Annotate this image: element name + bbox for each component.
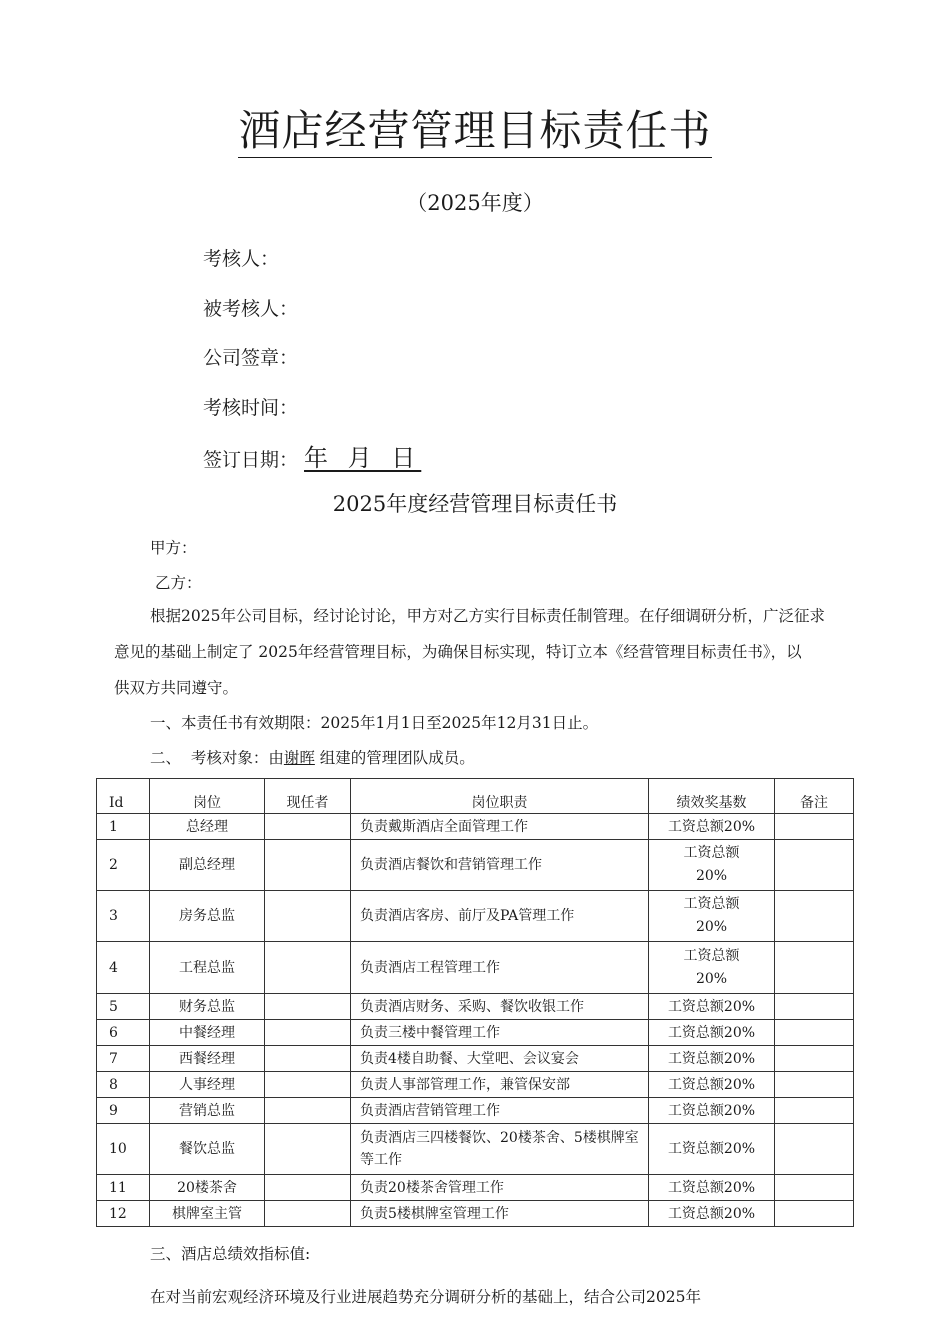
cell-duty: 负责20楼茶舍管理工作 xyxy=(351,1175,649,1201)
table-row xyxy=(97,1072,854,1098)
team-leader-name: 谢晖 xyxy=(283,749,315,767)
cell-note xyxy=(775,1020,854,1046)
field-company-seal: 公司签章： xyxy=(203,347,299,369)
table-row xyxy=(97,1020,854,1046)
cell-holder xyxy=(265,814,351,840)
cell-holder xyxy=(265,1175,351,1201)
cell-position: 副总经理 xyxy=(150,840,265,891)
cell-note xyxy=(775,814,854,840)
sign-date-label: 签订日期： xyxy=(203,449,299,471)
header-bonus: 绩效奖基数 xyxy=(649,779,775,814)
table-row xyxy=(97,1124,854,1175)
cell-bonus: 工资总额20% xyxy=(649,1020,775,1046)
table-row xyxy=(97,1175,854,1201)
cell-bonus: 工资总额20% xyxy=(649,994,775,1020)
cell-position: 西餐经理 xyxy=(150,1046,265,1072)
cell-duty: 负责酒店客房、前厅及PA管理工作 xyxy=(351,891,649,942)
field-review-time: 考核时间： xyxy=(203,397,299,419)
table-row xyxy=(97,994,854,1020)
cell-duty: 负责4楼自助餐、大堂吧、会议宴会 xyxy=(351,1046,649,1072)
document-title: 酒店经营管理目标责任书 xyxy=(0,104,950,158)
table-header-row xyxy=(97,779,854,814)
cell-holder xyxy=(265,840,351,891)
clause-kpi: 三、酒店总绩效指标值: xyxy=(150,1245,311,1263)
table-row xyxy=(97,942,854,994)
party-b: 乙方： xyxy=(155,574,202,592)
cell-holder xyxy=(265,891,351,942)
cell-bonus: 工资总额20% xyxy=(649,1046,775,1072)
cell-holder xyxy=(265,1020,351,1046)
cell-bonus: 工资总额20% xyxy=(649,1124,775,1175)
clause-validity: 一、本责任书有效期限：2025年1月1日至2025年12月31日止。 xyxy=(150,714,599,732)
cell-duty: 负责三楼中餐管理工作 xyxy=(351,1020,649,1046)
field-reviewee: 被考核人： xyxy=(203,298,299,320)
cell-note xyxy=(775,891,854,942)
cell-position: 棋牌室主管 xyxy=(150,1201,265,1227)
cell-id: 2 xyxy=(97,840,150,891)
cell-id: 12 xyxy=(97,1201,150,1227)
cell-bonus: 工资总额20% xyxy=(649,814,775,840)
cell-holder xyxy=(265,1072,351,1098)
cell-duty: 负责酒店餐饮和营销管理工作 xyxy=(351,840,649,891)
cell-position: 房务总监 xyxy=(150,891,265,942)
cell-position: 餐饮总监 xyxy=(150,1124,265,1175)
cell-bonus: 工资总额 20% xyxy=(649,942,775,994)
field-sign-date xyxy=(203,438,421,473)
cell-duty: 负责酒店营销管理工作 xyxy=(351,1098,649,1124)
cell-bonus: 工资总额20% xyxy=(649,1201,775,1227)
field-reviewer: 考核人： xyxy=(203,248,280,270)
document-subtitle: 2025年度经营管理目标责任书 xyxy=(332,492,618,516)
cell-note xyxy=(775,840,854,891)
cell-duty: 负责5楼棋牌室管理工作 xyxy=(351,1201,649,1227)
header-position: 岗位 xyxy=(150,779,265,814)
intro-line-1: 根据2025年公司目标，经讨论讨论，甲方对乙方实行目标责任制管理。在仔细调研分析，广泛征求 xyxy=(150,607,825,625)
cell-id: 7 xyxy=(97,1046,150,1072)
cell-position: 总经理 xyxy=(150,814,265,840)
cell-duty: 负责酒店三四楼餐饮、20楼茶舍、5楼棋牌室等工作 xyxy=(351,1124,649,1175)
cell-note xyxy=(775,1098,854,1124)
table-row xyxy=(97,1201,854,1227)
cell-bonus: 工资总额20% xyxy=(649,1098,775,1124)
clause-target xyxy=(150,746,475,768)
cell-holder xyxy=(265,1046,351,1072)
cell-bonus: 工资总额 20% xyxy=(649,840,775,891)
cell-note xyxy=(775,994,854,1020)
table-row xyxy=(97,891,854,942)
cell-duty: 负责戴斯酒店全面管理工作 xyxy=(351,814,649,840)
cell-id: 5 xyxy=(97,994,150,1020)
cell-position: 中餐经理 xyxy=(150,1020,265,1046)
cell-position: 工程总监 xyxy=(150,942,265,994)
cell-holder xyxy=(265,1098,351,1124)
party-a: 甲方： xyxy=(150,539,197,557)
cell-id: 4 xyxy=(97,942,150,994)
cell-position: 营销总监 xyxy=(150,1098,265,1124)
intro-line-2: 意见的基础上制定了 2025年经营管理目标，为确保目标实现，特订立本《经营管理目标责任书》，以 xyxy=(114,643,802,661)
cell-id: 10 xyxy=(97,1124,150,1175)
cell-bonus: 工资总额20% xyxy=(649,1175,775,1201)
cell-holder xyxy=(265,942,351,994)
clause-target-suffix: 组建的管理团队成员。 xyxy=(314,749,475,767)
table-row xyxy=(97,1098,854,1124)
duty-table xyxy=(96,778,854,1227)
cell-duty: 负责人事部管理工作，兼管保安部 xyxy=(351,1072,649,1098)
cell-id: 6 xyxy=(97,1020,150,1046)
intro-line-3: 供双方共同遵守。 xyxy=(114,679,239,697)
cell-position: 人事经理 xyxy=(150,1072,265,1098)
sign-date-value: 年 月 日 xyxy=(304,444,422,472)
cell-position: 财务总监 xyxy=(150,994,265,1020)
cell-id: 3 xyxy=(97,891,150,942)
cell-id: 11 xyxy=(97,1175,150,1201)
cell-note xyxy=(775,1124,854,1175)
table-row xyxy=(97,1046,854,1072)
clause-target-prefix: 二、 考核对象：由 xyxy=(150,749,284,767)
cell-note xyxy=(775,942,854,994)
cell-holder xyxy=(265,1201,351,1227)
cell-holder xyxy=(265,1124,351,1175)
header-duty: 岗位职责 xyxy=(351,779,649,814)
cell-duty: 负责酒店工程管理工作 xyxy=(351,942,649,994)
cell-duty: 负责酒店财务、采购、餐饮收银工作 xyxy=(351,994,649,1020)
cell-id: 9 xyxy=(97,1098,150,1124)
table-row xyxy=(97,814,854,840)
header-note: 备注 xyxy=(775,779,854,814)
year-label: （2025年度） xyxy=(406,191,544,215)
cell-position: 20楼茶舍 xyxy=(150,1175,265,1201)
cell-note xyxy=(775,1201,854,1227)
cell-note xyxy=(775,1046,854,1072)
cell-id: 1 xyxy=(97,814,150,840)
cell-holder xyxy=(265,994,351,1020)
cell-note xyxy=(775,1175,854,1201)
cell-bonus: 工资总额 20% xyxy=(649,891,775,942)
cell-bonus: 工资总额20% xyxy=(649,1072,775,1098)
cell-note xyxy=(775,1072,854,1098)
table-row xyxy=(97,840,854,891)
cell-id: 8 xyxy=(97,1072,150,1098)
header-id: Id xyxy=(97,779,150,814)
header-holder: 现任者 xyxy=(265,779,351,814)
closing-paragraph: 在对当前宏观经济环境及行业进展趋势充分调研分析的基础上，结合公司2025年 xyxy=(150,1288,701,1306)
